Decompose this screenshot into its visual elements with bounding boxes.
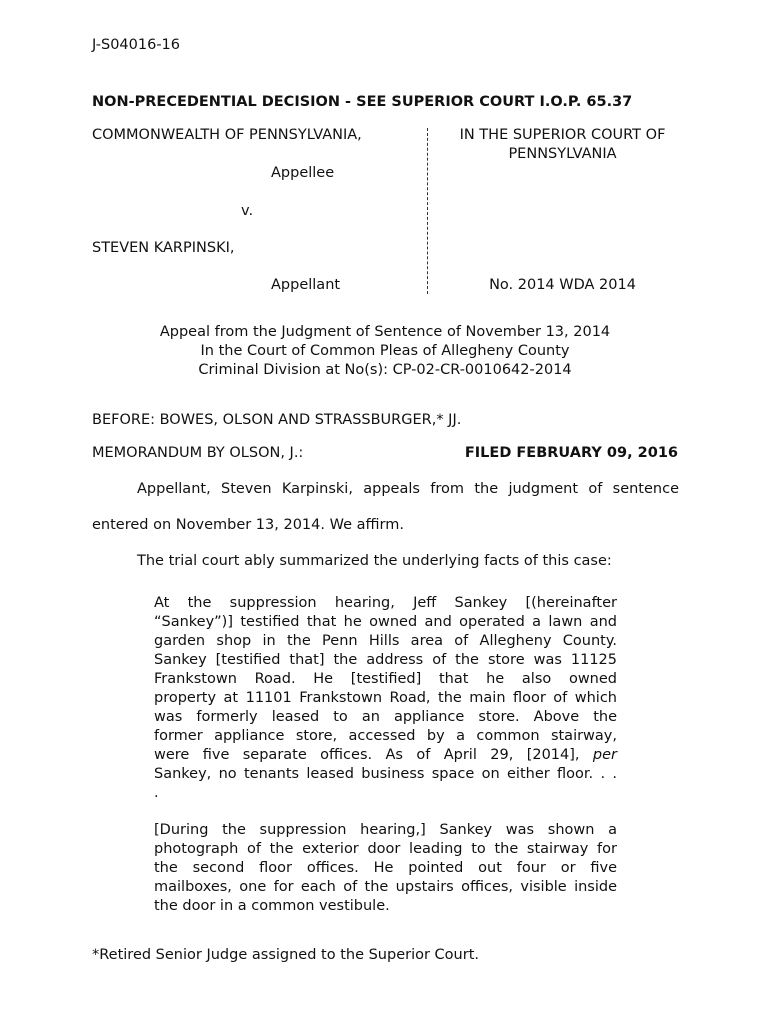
- quote1-line-text: were five separate offices. As of April 29, [2014],: [154, 747, 580, 763]
- quote2-line: the door in a common vestibule.: [154, 898, 390, 914]
- quote-block-1: [154, 594, 617, 803]
- memorandum-author: MEMORANDUM BY OLSON, J.:: [92, 445, 304, 461]
- caption-role-appellant: Appellant: [271, 277, 341, 293]
- docket-number: No. 2014 WDA 2014: [489, 277, 636, 293]
- document-id: J-S04016-16: [92, 37, 181, 53]
- quote2-line: the second floor offices. He pointed out four or five: [154, 860, 617, 876]
- quote1-line: Sankey [testified that] the address of the store was 11125: [154, 652, 617, 668]
- appeal-line3: Criminal Division at No(s): CP-02-CR-0010642-2014: [198, 362, 572, 378]
- quote1-line: Sankey, no tenants leased business space on either floor. . .: [154, 766, 617, 782]
- quote2-line: [During the suppression hearing,] Sankey was shown a: [154, 822, 617, 838]
- panel-before: BEFORE: BOWES, OLSON AND STRASSBURGER,* JJ.: [92, 412, 462, 428]
- footnote: *Retired Senior Judge assigned to the Superior Court.: [92, 947, 479, 963]
- decision-heading: NON-PRECEDENTIAL DECISION - SEE SUPERIOR COURT I.O.P. 65.37: [92, 94, 633, 110]
- quote1-line: garden shop in the Penn Hills area of Allegheny County.: [154, 633, 617, 649]
- quote1-line: property at 11101 Frankstown Road, the main floor of which: [154, 690, 617, 706]
- appeal-line1: Appeal from the Judgment of Sentence of November 13, 2014: [159, 324, 611, 340]
- quote2-line: mailboxes, one for each of the upstairs offices, visible inside: [154, 879, 617, 895]
- quote1-italic-per: per: [592, 747, 617, 763]
- court-name-line1: IN THE SUPERIOR COURT OF: [459, 127, 666, 143]
- quote1-line: former appliance store, accessed by a common stairway,: [154, 728, 617, 744]
- quote1-line: was formerly leased to an appliance store. Above the: [154, 709, 617, 725]
- quote1-line: At the suppression hearing, Jeff Sankey [(hereinafter: [154, 595, 617, 611]
- quote1-line: [154, 746, 617, 765]
- caption-divider: [427, 128, 428, 294]
- caption-versus: v.: [241, 203, 254, 219]
- court-name-line2: PENNSYLVANIA: [508, 146, 617, 162]
- paragraph1-line2: entered on November 13, 2014. We affirm.: [92, 517, 404, 533]
- caption-party-defendant: STEVEN KARPINSKI,: [92, 240, 235, 256]
- paragraph2: The trial court ably summarized the underlying facts of this case:: [137, 553, 612, 569]
- quote1-line: .: [154, 785, 159, 801]
- appeal-line2: In the Court of Common Pleas of Allegheny County: [200, 343, 570, 359]
- quote1-line: Frankstown Road. He [testified] that he also owned: [154, 671, 617, 687]
- paragraph1-line1: Appellant, Steven Karpinski, appeals from the judgment of sentence: [137, 481, 679, 497]
- caption-role-appellee: Appellee: [271, 165, 335, 181]
- quote1-line: “Sankey”)] testified that he owned and operated a lawn and: [154, 614, 617, 630]
- quote2-line: photograph of the exterior door leading to the stairway for: [154, 841, 617, 857]
- caption-party-commonwealth: COMMONWEALTH OF PENNSYLVANIA,: [92, 127, 362, 143]
- filed-date: FILED FEBRUARY 09, 2016: [464, 445, 678, 461]
- quote-block-2: [154, 821, 617, 916]
